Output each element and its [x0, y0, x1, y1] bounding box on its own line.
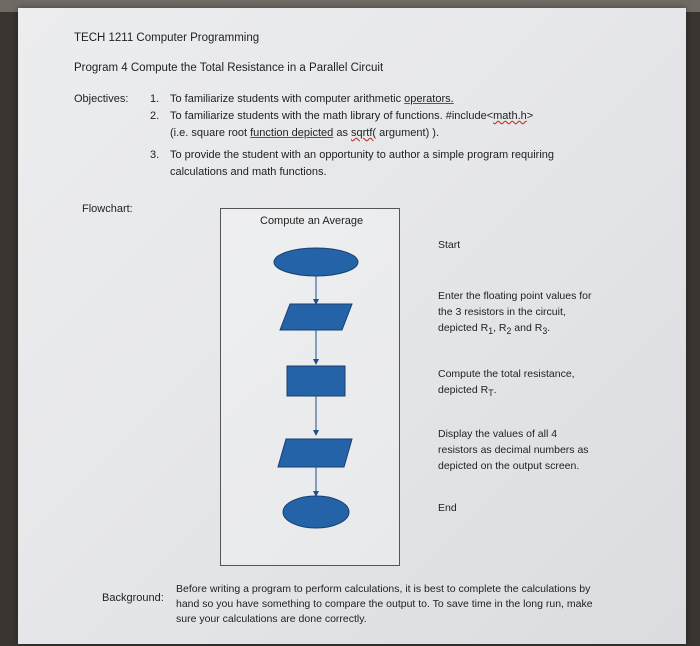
objective-number: 1. [150, 93, 160, 105]
step-text: . [493, 384, 497, 396]
objective-spell-flag: math.h [493, 110, 527, 122]
step-start-text: Start [438, 239, 461, 251]
step-end-text: End [438, 502, 457, 514]
objective-number: 3. [150, 149, 160, 161]
output-parallelogram-shape [278, 439, 352, 467]
background-label: Background: [102, 592, 164, 604]
background-text: Before writing a program to perform calculations, it is best to complete the calculations by hand so you have something to compare the output to. To save time in the long run, make sure your calculations are done correctly. [176, 583, 593, 625]
step-display-text: Display the values of all 4 resistors as decimal numbers as depicted on the output screen. [438, 428, 589, 472]
objective-text: To provide the student with an opportunity to author a simple program requiring [170, 149, 554, 161]
start-terminator-shape [274, 248, 358, 276]
objective-item-3-continued: calculations and math functions. [170, 166, 327, 178]
objective-link: operators. [404, 93, 454, 105]
flowchart-title: Compute an Average [260, 215, 364, 227]
end-terminator-shape [283, 496, 349, 528]
objective-text: To familiarize students with computer arithmetic [170, 93, 405, 105]
objective-text: argument) ). [376, 127, 440, 139]
subscript: 1 [488, 326, 494, 337]
objective-link: function depicted [250, 127, 334, 139]
step-text: , R [493, 322, 507, 334]
objective-text: To familiarize students with the math library of functions. #include< [170, 110, 494, 122]
flowchart-label: Flowchart: [82, 203, 133, 215]
step-text: and R [511, 322, 543, 334]
objective-text: (i.e. square root [170, 127, 251, 139]
process-rectangle-shape [287, 366, 345, 396]
objective-text: as [333, 127, 351, 139]
step-text: Compute the total resistance, depicted R [438, 368, 575, 396]
objective-text-end: > [526, 110, 534, 122]
objective-spell-flag: sqrtf( [351, 127, 377, 139]
step-input-text [438, 288, 608, 339]
course-title: TECH 1211 Computer Programming [74, 32, 260, 44]
subscript: 2 [506, 326, 512, 337]
subscript: 3 [542, 326, 548, 337]
subscript: T [488, 388, 494, 399]
step-compute-text [438, 366, 598, 401]
program-title: Program 4 Compute the Total Resistance in a Parallel Circuit [74, 62, 384, 74]
input-parallelogram-shape [280, 304, 352, 330]
objective-number: 2. [150, 110, 160, 122]
objectives-label: Objectives: [74, 93, 129, 105]
step-text: Enter the floating point values for the 3 resistors in the circuit, depicted R [438, 290, 592, 334]
step-text: . [547, 322, 551, 334]
